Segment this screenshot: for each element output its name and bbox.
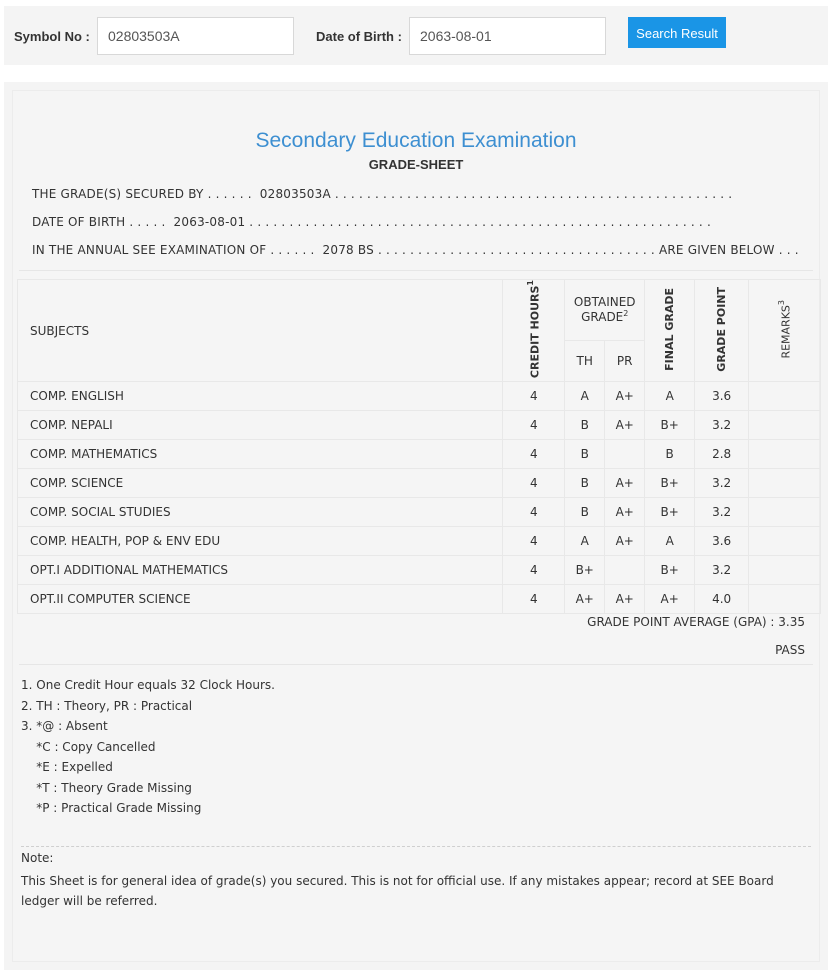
table-row [18, 469, 821, 498]
remarks-cell [749, 498, 821, 527]
th-cell: B [565, 440, 605, 469]
dob-label: Date of Birth : [316, 29, 402, 44]
obtained-grade-header: OBTAINED GRADE$^2$ [565, 280, 645, 341]
divider [19, 664, 813, 665]
divider [19, 270, 813, 271]
pr-cell: A+ [605, 469, 645, 498]
grade-point-cell: 3.2 [695, 411, 749, 440]
final-grade-cell: A [645, 382, 695, 411]
grade-sheet-heading: GRADE-SHEET [368, 157, 464, 172]
credit-cell: 4 [503, 469, 565, 498]
grade-point-cell: 4.0 [695, 585, 749, 614]
subjects-header: SUBJECTS [18, 280, 503, 382]
remarks-cell [749, 556, 821, 585]
pr-cell: A+ [605, 585, 645, 614]
credit-cell: 4 [503, 382, 565, 411]
table-row [18, 556, 821, 585]
secured-by-line: THE GRADE(S) SECURED BY . . . . . . 02803503A . . . . . . . . . . . . . . . . . . . . . . . . . . . . . . . . . . . . . . . . . . . . . . . . . . [32, 187, 733, 201]
footnote: 2. TH : Theory, PR : Practical [21, 698, 193, 713]
th-cell: A+ [565, 585, 605, 614]
remarks-cell [749, 585, 821, 614]
search-form [4, 6, 828, 65]
final-grade-cell: B [645, 440, 695, 469]
final-grade-cell: B+ [645, 498, 695, 527]
credit-cell: 4 [503, 411, 565, 440]
remarks-cell [749, 382, 821, 411]
pr-cell: A+ [605, 527, 645, 556]
grade-point-cell: 3.6 [695, 382, 749, 411]
th-cell: B [565, 411, 605, 440]
subject-cell: COMP. SCIENCE [18, 469, 503, 498]
subject-cell: COMP. NEPALI [18, 411, 503, 440]
pr-cell: A+ [605, 382, 645, 411]
final-grade-cell: A+ [645, 585, 695, 614]
search-result-button[interactable]: Search Result [628, 17, 726, 48]
note-body: This Sheet is for general idea of grade(s) you secured. This is not for official use. If any mistakes appear; record at SEE Board ledger will be referred. [21, 874, 774, 908]
footnote: 3. *@ : Absent [21, 719, 108, 733]
grades-table [17, 279, 821, 614]
dashed-divider [21, 846, 811, 847]
exam-title: Secondary Education Examination [255, 129, 577, 152]
subject-cell: COMP. HEALTH, POP & ENV EDU [18, 527, 503, 556]
subject-cell: COMP. MATHEMATICS [18, 440, 503, 469]
credit-hours-header: CREDIT HOURS$^1$ [503, 280, 565, 382]
dob-input[interactable]: 2063-08-01 [409, 17, 606, 55]
table-row [18, 382, 821, 411]
subject-cell: OPT.I ADDITIONAL MATHEMATICS [18, 556, 503, 585]
table-row [18, 527, 821, 556]
grade-point-cell: 3.6 [695, 527, 749, 556]
remarks-cell [749, 440, 821, 469]
remarks-header: REMARKS$^3$ [749, 280, 821, 382]
symbol-input[interactable]: 02803503A [97, 17, 294, 55]
final-grade-cell: B+ [645, 469, 695, 498]
remarks-cell [749, 469, 821, 498]
pr-cell [605, 556, 645, 585]
th-header: TH [565, 340, 605, 381]
grade-point-cell: 3.2 [695, 498, 749, 527]
footnote: *C : Copy Cancelled [21, 739, 156, 754]
table-row [18, 440, 821, 469]
exam-year-line: IN THE ANNUAL SEE EXAMINATION OF . . . . . . 2078 BS . . . . . . . . . . . . . . . . . . . . . . . . . . . . . . . . . . . ARE GIVEN BELOW . . . [32, 243, 799, 257]
remarks-cell [749, 411, 821, 440]
pr-cell: A+ [605, 411, 645, 440]
footnote: *E : Expelled [21, 760, 113, 774]
table-row [18, 411, 821, 440]
footnote: *P : Practical Grade Missing [21, 801, 202, 815]
th-cell: B [565, 498, 605, 527]
gpa-summary: GRADE POINT AVERAGE (GPA) : 3.35 [587, 615, 805, 629]
pr-header: PR [605, 340, 645, 381]
final-grade-cell: A [645, 527, 695, 556]
th-cell: A [565, 527, 605, 556]
final-grade-header: FINAL GRADE [645, 280, 695, 382]
credit-cell: 4 [503, 556, 565, 585]
pr-cell: A+ [605, 498, 645, 527]
grade-sheet [12, 90, 820, 962]
footnote: 1. One Credit Hour equals 32 Clock Hours. [21, 678, 275, 692]
remarks-cell [749, 527, 821, 556]
credit-cell: 4 [503, 440, 565, 469]
symbol-label: Symbol No : [14, 29, 90, 44]
grade-point-header: GRADE POINT [695, 280, 749, 382]
grade-sheet-panel [4, 82, 828, 970]
th-cell: A [565, 382, 605, 411]
grade-point-cell: 3.2 [695, 469, 749, 498]
table-row [18, 498, 821, 527]
subject-cell: COMP. SOCIAL STUDIES [18, 498, 503, 527]
footnote: *T : Theory Grade Missing [21, 780, 192, 795]
credit-cell: 4 [503, 585, 565, 614]
result-status: PASS [775, 643, 805, 657]
th-cell: B+ [565, 556, 605, 585]
credit-cell: 4 [503, 527, 565, 556]
grade-point-cell: 2.8 [695, 440, 749, 469]
note-heading: Note: [21, 851, 54, 865]
credit-cell: 4 [503, 498, 565, 527]
table-row [18, 585, 821, 614]
final-grade-cell: B+ [645, 411, 695, 440]
subject-cell: OPT.II COMPUTER SCIENCE [18, 585, 503, 614]
footnotes [21, 675, 275, 819]
final-grade-cell: B+ [645, 556, 695, 585]
th-cell: B [565, 469, 605, 498]
subject-cell: COMP. ENGLISH [18, 382, 503, 411]
grade-point-cell: 3.2 [695, 556, 749, 585]
dob-line: DATE OF BIRTH . . . . . 2063-08-01 . . . . . . . . . . . . . . . . . . . . . . . . . . . . . . . . . . . . . . . . . . . . . . . . . . . . . . . . . . [32, 215, 711, 229]
pr-cell [605, 440, 645, 469]
